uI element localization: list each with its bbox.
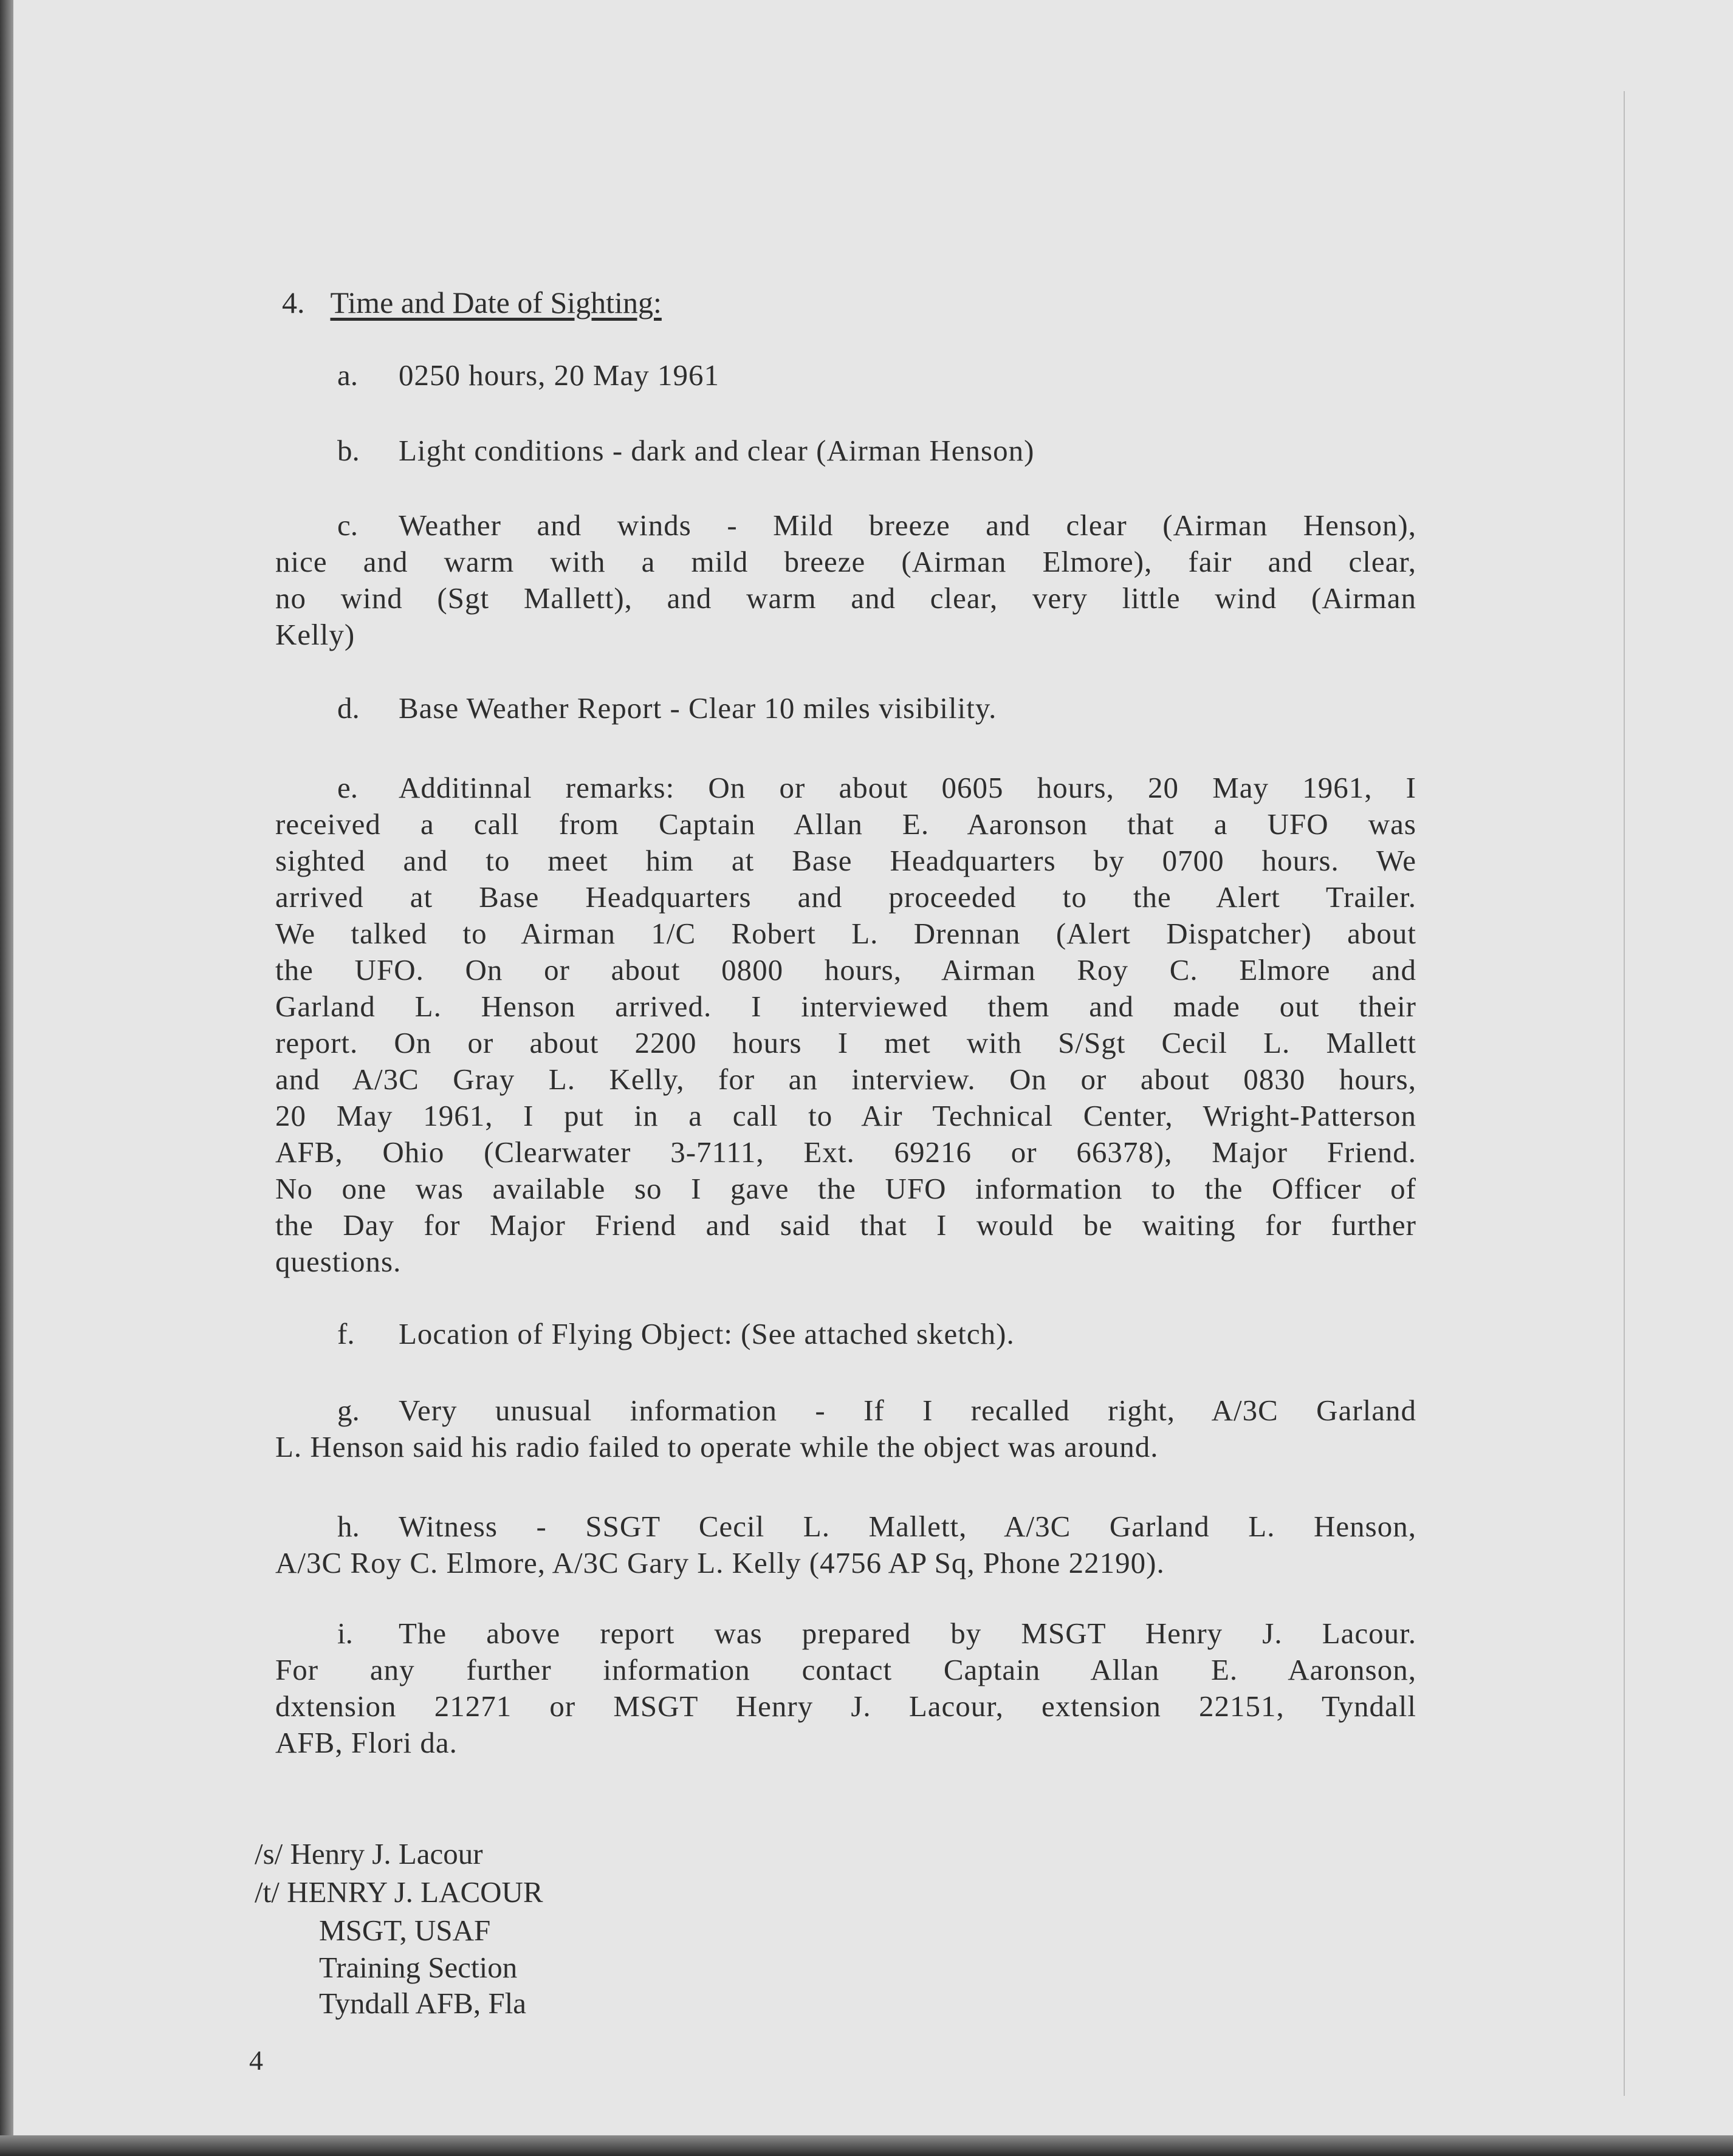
item-text-line: report. On or about 2200 hours I met with S/Sgt Cecil L. Mallett xyxy=(275,1026,1416,1059)
scan-edge-right xyxy=(1624,91,1625,2096)
item-text-line: no wind (Sgt Mallett), and warm and clear, very little wind (Airman xyxy=(275,581,1416,615)
item-label: a. xyxy=(337,358,358,392)
item-text-line: Weather and winds - Mild breeze and clear (Airman Henson), xyxy=(399,508,1416,542)
signed-name: Henry J. Lacour xyxy=(290,1837,483,1870)
section-number: 4. xyxy=(282,286,305,320)
item-text-line: 20 May 1961, I put in a call to Air Technical Center, Wright-Patterson xyxy=(275,1099,1416,1132)
item-text-line: AFB, Flori da. xyxy=(275,1726,458,1759)
item-text-line: Witness - SSGT Cecil L. Mallett, A/3C Garland L. Henson, xyxy=(399,1510,1416,1543)
item-text-line: arrived at Base Headquarters and proceeded to the Alert Trailer. xyxy=(275,880,1416,914)
item-label: b. xyxy=(337,434,360,467)
item-text-line: We talked to Airman 1/C Robert L. Drennan (Alert Dispatcher) about xyxy=(275,917,1416,950)
item-label: d. xyxy=(337,691,360,725)
item-text-line: the UFO. On or about 0800 hours, Airman Roy C. Elmore and xyxy=(275,953,1416,987)
item-text-line: Additinnal remarks: On or about 0605 hours, 20 May 1961, I xyxy=(399,771,1416,804)
item-label: e. xyxy=(337,771,358,804)
unit: Training Section xyxy=(319,1951,518,1984)
item-text-line: The above report was prepared by MSGT Henry J. Lacour. xyxy=(399,1617,1416,1650)
item-text-line: Garland L. Henson arrived. I interviewed them and made out their xyxy=(275,990,1416,1023)
item-text-line: nice and warm with a mild breeze (Airman Elmore), fair and clear, xyxy=(275,545,1416,578)
item-text-line: No one was available so I gave the UFO information to the Officer of xyxy=(275,1172,1416,1205)
item-label: c. xyxy=(337,508,358,542)
item-text-line: AFB, Ohio (Clearwater 3-7111, Ext. 69216 or 66378), Major Friend. xyxy=(275,1135,1416,1169)
signed-line xyxy=(255,1835,483,1873)
item-text-line: sighted and to meet him at Base Headquarters by 0700 hours. We xyxy=(275,844,1416,877)
section-heading xyxy=(282,284,662,321)
item-label: g. xyxy=(337,1394,360,1427)
item-label: f. xyxy=(337,1317,355,1350)
section-title: Time and Date of Sighting: xyxy=(330,286,662,320)
page-number: 4 xyxy=(249,2045,263,2076)
item-text-line: A/3C Roy C. Elmore, A/3C Gary L. Kelly (4756 AP Sq, Phone 22190). xyxy=(275,1546,1165,1579)
typed-name: HENRY J. LACOUR xyxy=(287,1875,543,1909)
item-label: h. xyxy=(337,1510,360,1543)
item-text-line: L. Henson said his radio failed to operate while the object was around. xyxy=(275,1430,1159,1463)
signed-prefix: /s/ xyxy=(255,1837,283,1870)
typed-prefix: /t/ xyxy=(255,1875,280,1909)
item-text-line: the Day for Major Friend and said that I would be waiting for further xyxy=(275,1208,1416,1242)
typed-line xyxy=(255,1873,543,1911)
item-text-line: 0250 hours, 20 May 1961 xyxy=(399,358,719,392)
item-text-line: Kelly) xyxy=(275,618,355,651)
item-text-line: received a call from Captain Allan E. Aaronson that a UFO was xyxy=(275,807,1416,841)
scan-edge-bottom xyxy=(0,2135,1733,2156)
location: Tyndall AFB, Fla xyxy=(319,1987,526,2020)
item-text-line: and A/3C Gray L. Kelly, for an interview. On or about 0830 hours, xyxy=(275,1063,1416,1096)
item-label: i. xyxy=(337,1617,353,1650)
scan-edge-left xyxy=(0,0,13,2156)
item-text-line: Base Weather Report - Clear 10 miles visibility. xyxy=(399,691,997,725)
item-text-line: For any further information contact Captain Allan E. Aaronson, xyxy=(275,1653,1416,1686)
item-text-line: Very unusual information - If I recalled right, A/3C Garland xyxy=(399,1394,1416,1427)
item-text-line: questions. xyxy=(275,1245,402,1278)
item-text-line: dxtension 21271 or MSGT Henry J. Lacour, extension 22151, Tyndall xyxy=(275,1689,1416,1723)
rank: MSGT, USAF xyxy=(319,1914,491,1947)
item-text-line: Location of Flying Object: (See attached sketch). xyxy=(399,1317,1015,1350)
item-text-line: Light conditions - dark and clear (Airman Henson) xyxy=(399,434,1035,467)
